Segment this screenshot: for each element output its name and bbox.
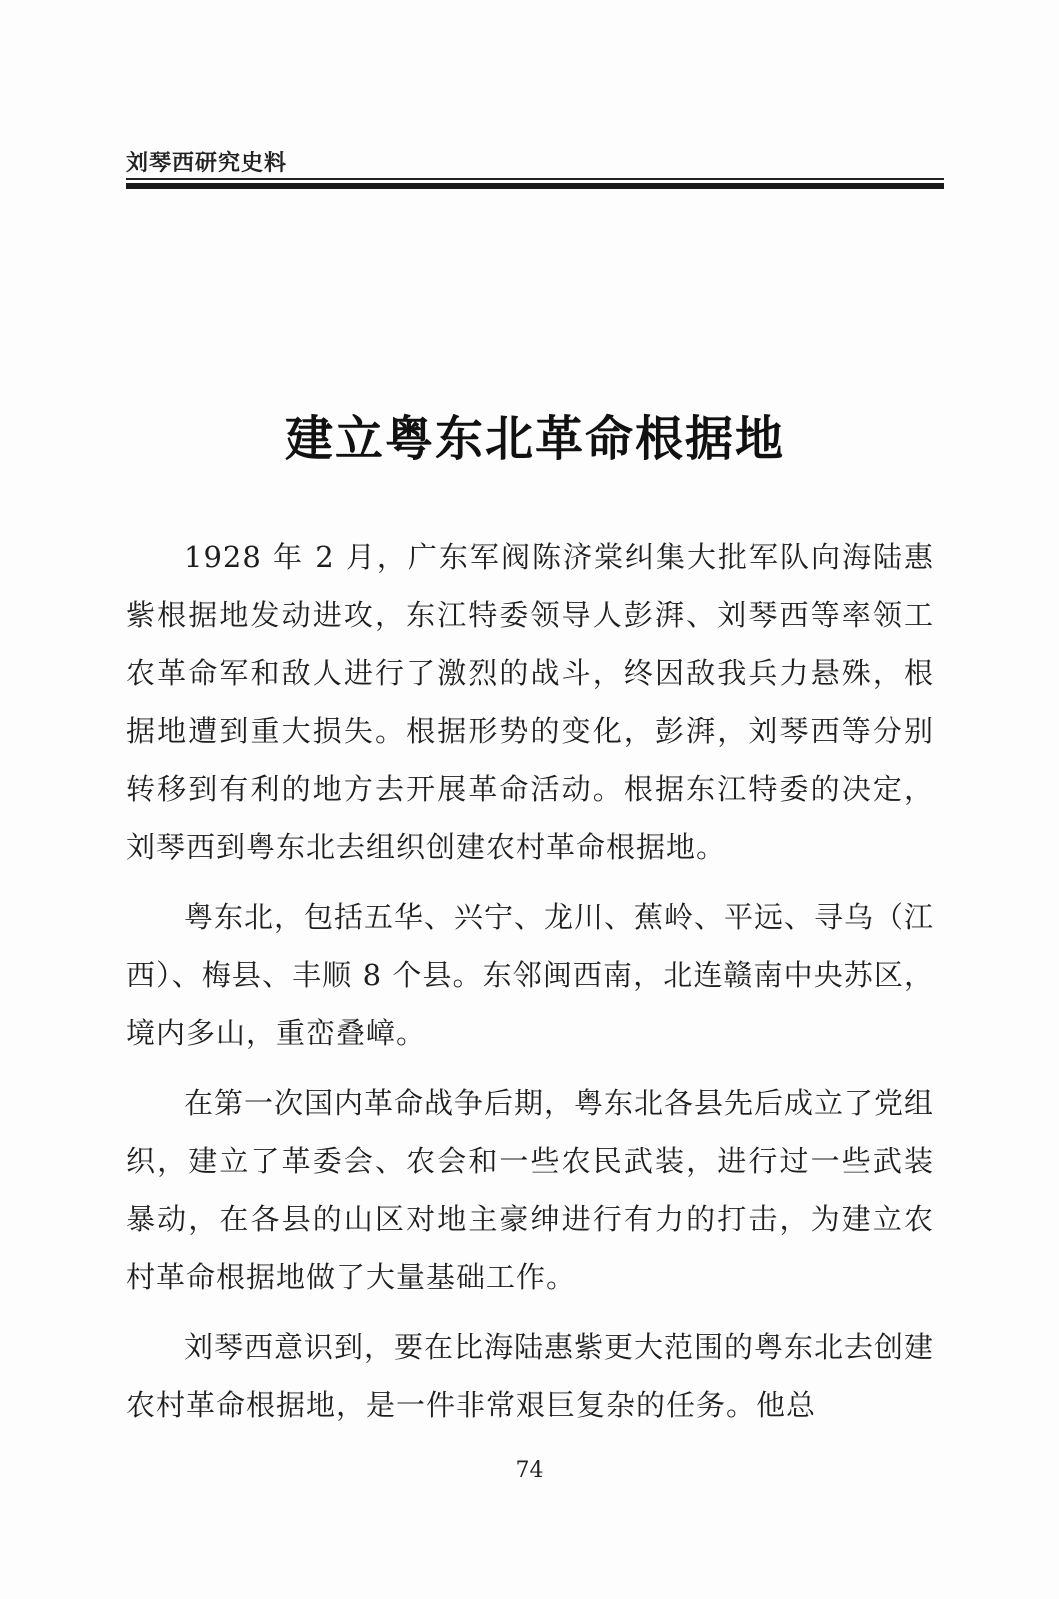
page-number: 74 xyxy=(515,1458,544,1483)
paragraph: 在第一次国内革命战争后期，粤东北各县先后成立了党组织，建立了革委会、农会和一些农民武装，进行过一些武装暴动，在各县的山区对地主豪绅进行有力的打击，为建立农村革命根据地做了大量基础工作。 xyxy=(126,1086,935,1294)
chapter-title: 建立粤东北革命根据地 xyxy=(284,411,785,467)
header-rule-thin xyxy=(126,178,944,180)
paragraph: 刘琴西意识到，要在比海陆惠紫更大范围的粤东北去创建农村革命根据地，是一件非常艰巨复杂的任务。他总 xyxy=(126,1330,935,1422)
running-header: 刘琴西研究史料 xyxy=(126,151,288,176)
body-text xyxy=(126,528,934,1446)
paragraph: 粤东北，包括五华、兴宁、龙川、蕉岭、平远、寻乌（江西）、梅县、丰顺 8 个县。东邻闽西南，北连赣南中央苏区，境内多山，重峦叠嶂。 xyxy=(126,900,935,1050)
paragraph: 1928 年 2 月，广东军阀陈济棠纠集大批军队向海陆惠紫根据地发动进攻，东江特委领导人彭湃、刘琴西等率领工农革命军和敌人进行了激烈的战斗，终因敌我兵力悬殊，根据地遭到重大损失。根据形势的变化，彭湃，刘琴西等分别转移到有利的地方去开展革命活动。根据东江特委的决定，刘琴西到粤东北去组织创建农村革命根据地。 xyxy=(126,540,934,864)
header-rule-thick xyxy=(126,183,944,189)
